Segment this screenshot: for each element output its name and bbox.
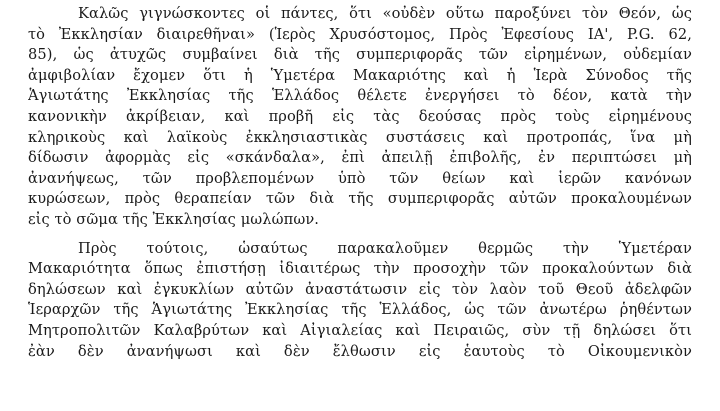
text-line: ἐὰν δὲν ἀνανήψωσι καὶ δὲν ἔλθωσιν εἰς ἑαυτοὺς τὸ Οἰκουμενικὸν bbox=[28, 342, 692, 360]
text-line: Ἱεραρχῶν τῆς Ἁγιωτάτης Ἐκκλησίας τῆς Ἑλλάδος, ὡς τῶν ἀνωτέρω ῥηθέντων bbox=[28, 301, 692, 319]
paragraph-gap bbox=[28, 231, 692, 239]
text-line: Μητροπολιτῶν Καλαβρύτων καὶ Αἰγιαλείας καὶ Πειραιῶς, σὺν τῇ δηλώσει ὅτι bbox=[28, 321, 692, 339]
paragraph-2 bbox=[28, 239, 692, 363]
text-line: 85), ὡς ἀτυχῶς συμβαίνει διὰ τῆς συμπεριφορᾶς τῶν εἰρημένων, οὐδεμίαν bbox=[28, 46, 692, 64]
text-line: Μακαριότητα ὅπως ἐπιστήσῃ ἰδιαιτέρως τὴν προσοχὴν τῶν προκαλούντων διὰ bbox=[28, 260, 692, 278]
text-line: δίδωσιν ἀφορμὰς εἰς «σκάνδαλα», ἐπὶ ἀπειλῇ ἐπιβολῆς, ἐν περιπτώσει μὴ bbox=[28, 149, 692, 167]
text-line: Ἁγιωτάτης Ἐκκλησίας τῆς Ἑλλάδος θέλετε ἐνεργήσει τὸ δέον, κατὰ τὴν bbox=[28, 87, 692, 105]
text-line: δηλώσεων καὶ ἐγκυκλίων αὐτῶν ἀναστάτωσιν εἰς τὸν λαὸν τοῦ Θεοῦ ἀδελφῶν bbox=[28, 280, 692, 298]
text-line: ἀνανήψεως, τῶν προβλεπομένων ὑπὸ τῶν θείων καὶ ἱερῶν κανόνων bbox=[28, 169, 692, 187]
text-line: ἀμφιβολίαν ἔχομεν ὅτι ἡ Ὑμετέρα Μακαριότης καὶ ἡ Ἱερὰ Σύνοδος τῆς bbox=[28, 66, 692, 84]
text-line: Καλῶς γιγνώσκοντες οἱ πάντες, ὅτι «οὐδὲν οὕτω παροξύνει τὸν Θεόν, ὡς bbox=[78, 5, 692, 22]
text-line: τὸ Ἐκκλησίαν διαιρεθῆναι» (Ἱερὸς Χρυσόστομος, Πρὸς Ἐφεσίους ΙΑ', P.G. 62, bbox=[28, 25, 692, 43]
text-line: κανονικὴν ἀκρίβειαν, καὶ προβῆ εἰς τὰς δεούσας πρὸς τοὺς εἰρημένους bbox=[28, 107, 692, 125]
text-line: εἰς τὸ σῶμα τῆς Ἐκκλησίας μωλώπων. bbox=[28, 210, 320, 228]
document-page bbox=[28, 4, 692, 362]
text-line: κληρικοὺς καὶ λαϊκοὺς ἐκκλησιαστικὰς συστάσεις καὶ προτροπάς, ἵνα μὴ bbox=[28, 128, 692, 146]
text-line: κυρώσεων, πρὸς θεραπείαν τῶν διὰ τῆς συμπεριφορᾶς αὐτῶν προκαλουμένων bbox=[28, 190, 692, 208]
text-line: Πρὸς τούτοις, ὡσαύτως παρακαλοῦμεν θερμῶς τὴν Ὑμετέραν bbox=[78, 239, 692, 257]
paragraph-1 bbox=[28, 4, 692, 231]
